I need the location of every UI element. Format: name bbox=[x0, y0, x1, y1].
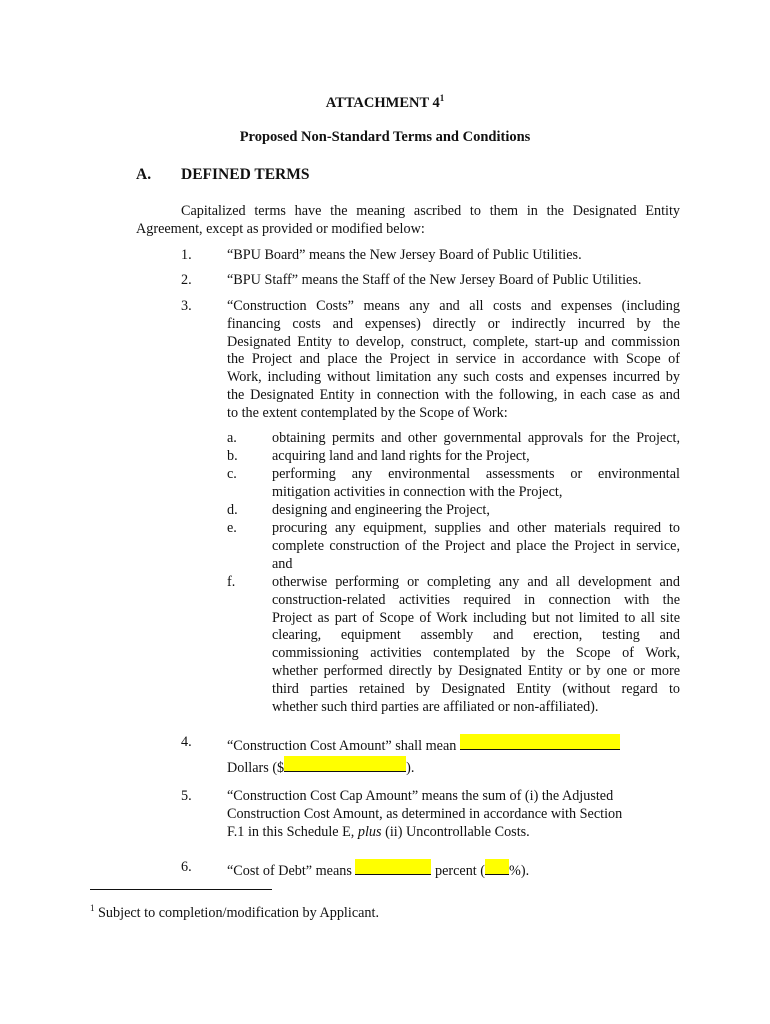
text-line: and bbox=[272, 555, 293, 572]
cost-of-debt-blank[interactable] bbox=[355, 859, 431, 875]
text-line: mitigation activities in connection with the Project, bbox=[272, 483, 563, 500]
footnote-ref[interactable]: 1 bbox=[439, 93, 445, 103]
text-line: construction-related activities required in connection with the bbox=[272, 591, 680, 608]
text-line: percent ( bbox=[435, 863, 486, 879]
footnote-mark: 1 bbox=[90, 903, 95, 913]
item-number: 1. bbox=[181, 247, 192, 263]
footnote bbox=[90, 900, 379, 923]
subitem-letter: f. bbox=[227, 574, 236, 590]
item-number: 5. bbox=[181, 788, 192, 804]
text-run: (ii) Uncontrollable Costs. bbox=[381, 823, 530, 840]
item-number: 3. bbox=[181, 298, 192, 314]
subitem-letter: c. bbox=[227, 466, 237, 482]
attachment-subtitle: Proposed Non-Standard Terms and Conditions bbox=[239, 129, 531, 145]
subitem-d bbox=[272, 502, 490, 520]
text-line: “Construction Costs” means any and all costs and expenses (including bbox=[227, 298, 680, 314]
definition-construction-cost-amount bbox=[227, 734, 620, 778]
text-line: Construction Cost Amount, as determined in accordance with Section bbox=[227, 805, 623, 822]
text-line: commissioning activities contemplated by the Scope of Work, bbox=[272, 645, 680, 662]
text-line: %). bbox=[509, 863, 530, 879]
text-run: plus bbox=[357, 823, 382, 840]
text-line bbox=[227, 824, 622, 842]
subitem-b bbox=[272, 448, 530, 466]
text-line: the Designated Entity in connection with the following, in each case as and bbox=[227, 386, 680, 403]
section-heading: DEFINED TERMS bbox=[181, 166, 310, 183]
subitem-f bbox=[272, 574, 680, 716]
definition-construction-costs bbox=[227, 298, 680, 423]
text-line: ). bbox=[406, 759, 415, 776]
text-line: performing any environmental assessments or environmental bbox=[272, 466, 680, 482]
text-line: Work, including without limitation any such costs and expenses incurred by bbox=[227, 369, 680, 386]
text-line: complete construction of the Project and place the Project in service, bbox=[272, 537, 680, 554]
text-line: acquiring land and land rights for the Project, bbox=[272, 448, 530, 464]
subitem-c bbox=[272, 466, 680, 502]
definition-bpu-staff: “BPU Staff” means the Staff of the New Jersey Board of Public Utilities. bbox=[227, 272, 642, 288]
subitem-e bbox=[272, 520, 680, 573]
item-number: 6. bbox=[181, 859, 192, 875]
text-line: the Project and place the Project in service in accordance with Scope of bbox=[227, 351, 680, 368]
text-line: third parties retained by Designated Entity (without regard to bbox=[272, 680, 680, 697]
text-line: “Construction Cost Cap Amount” means the sum of (i) the Adjusted bbox=[227, 788, 614, 804]
text-line: designing and engineering the Project, bbox=[272, 502, 490, 518]
subitem-letter: b. bbox=[227, 448, 238, 464]
item-number: 2. bbox=[181, 272, 192, 288]
text-line: “Construction Cost Amount” shall mean bbox=[227, 738, 457, 754]
text-line: procuring any equipment, supplies and other materials required to bbox=[272, 520, 680, 536]
construction-cost-amount-blank[interactable] bbox=[460, 734, 620, 750]
text-line: “Cost of Debt” means bbox=[227, 863, 352, 879]
text-line: whether performed directly by Designated Entity or by one or more bbox=[272, 662, 680, 679]
definition-cost-of-debt bbox=[227, 859, 529, 881]
footnote-text: Subject to completion/modification by Applicant. bbox=[98, 905, 379, 921]
section-letter: A. bbox=[136, 166, 152, 183]
definition-construction-cost-cap-amount bbox=[227, 788, 622, 841]
text-line: Dollars ($ bbox=[227, 759, 285, 776]
text-line: to the extent contemplated by the Scope of Work: bbox=[227, 404, 508, 421]
subitem-a bbox=[272, 430, 680, 448]
item-number: 4. bbox=[181, 734, 192, 750]
text-line: Designated Entity to develop, construct, complete, start-up and commission bbox=[227, 333, 680, 350]
title-text: ATTACHMENT 4 bbox=[325, 95, 440, 111]
cost-of-debt-percent-blank[interactable] bbox=[485, 859, 509, 875]
text-line: financing costs and expenses) directly or indirectly incurred by the bbox=[227, 315, 680, 332]
text-line: clearing, equipment assembly and erection, testing and bbox=[272, 627, 680, 644]
subitem-letter: e. bbox=[227, 520, 237, 536]
text-run: F.1 in this Schedule E, bbox=[227, 823, 358, 840]
intro-line-2: Agreement, except as provided or modified below: bbox=[136, 221, 425, 237]
construction-cost-dollars-blank[interactable] bbox=[284, 756, 406, 772]
text-line: whether such third parties are affiliated or non-affiliated). bbox=[272, 698, 599, 715]
subitem-letter: a. bbox=[227, 430, 237, 446]
text-line: obtaining permits and other governmental approvals for the Project, bbox=[272, 430, 680, 446]
text-line: Project as part of Scope of Work including but not limited to all site bbox=[272, 609, 680, 626]
subitem-letter: d. bbox=[227, 502, 238, 518]
intro-line-1: Capitalized terms have the meaning ascribed to them in the Designated Entity bbox=[181, 203, 680, 219]
attachment-title bbox=[0, 93, 770, 112]
text-line: otherwise performing or completing any and all development and bbox=[272, 574, 680, 590]
definition-bpu-board: “BPU Board” means the New Jersey Board of Public Utilities. bbox=[227, 247, 582, 263]
footnote-divider bbox=[90, 889, 272, 890]
